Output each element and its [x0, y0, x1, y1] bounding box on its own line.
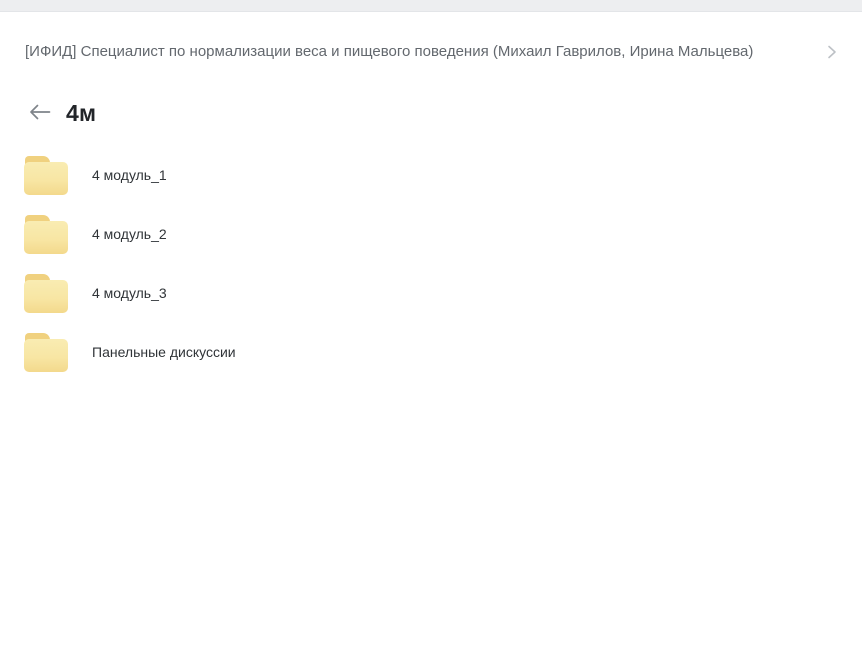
folder-list	[0, 127, 862, 372]
folder-icon	[24, 332, 68, 372]
back-button[interactable]	[28, 102, 52, 126]
folder-label: 4 модуль_3	[92, 285, 167, 301]
folder-row[interactable]	[24, 332, 862, 372]
folder-icon	[24, 273, 68, 313]
breadcrumb	[0, 12, 862, 62]
folder-label: 4 модуль_1	[92, 167, 167, 183]
breadcrumb-title: [ИФИД] Специалист по нормализации веса и пищевого поведения (Михаил Гаврилов, Ирина Мальцева)	[25, 43, 754, 60]
top-strip	[0, 0, 862, 12]
folder-row[interactable]	[24, 273, 862, 313]
folder-label: Панельные дискуссии	[92, 344, 236, 360]
page-header	[0, 62, 862, 127]
folder-icon	[24, 214, 68, 254]
folder-label: 4 модуль_2	[92, 226, 167, 242]
chevron-right-icon[interactable]	[826, 44, 838, 60]
page-title: 4м	[66, 100, 97, 126]
folder-row[interactable]	[24, 155, 862, 195]
folder-icon	[24, 155, 68, 195]
folder-row[interactable]	[24, 214, 862, 254]
arrow-left-icon	[29, 103, 51, 124]
